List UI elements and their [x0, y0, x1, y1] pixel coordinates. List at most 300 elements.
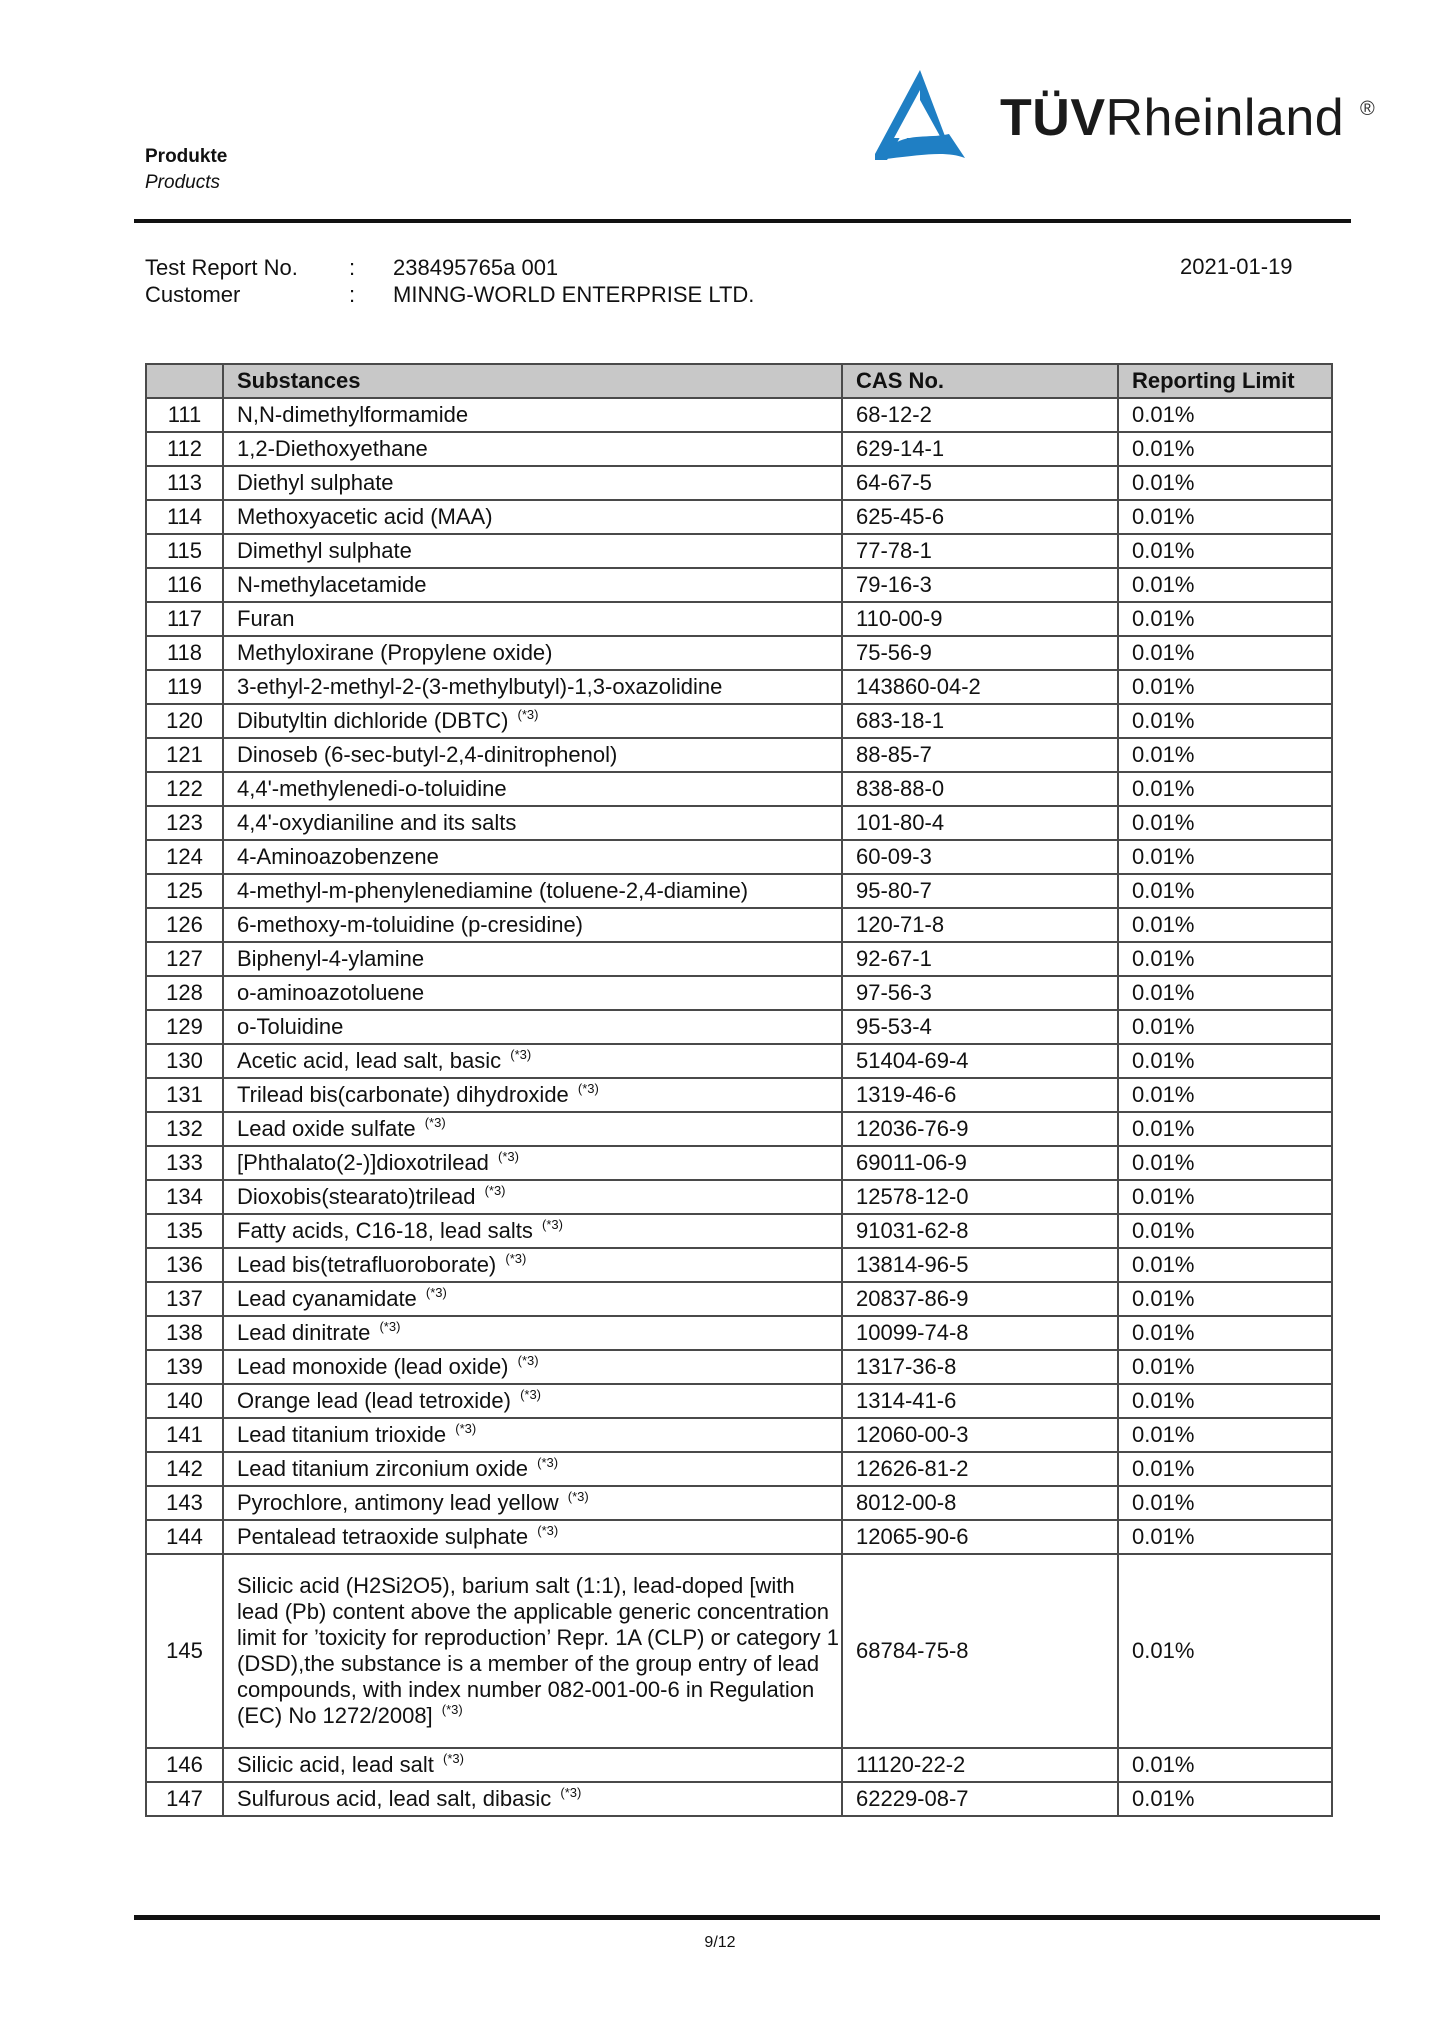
substance-name	[223, 1316, 842, 1350]
reporting-limit-text: 0.01%	[1132, 1286, 1195, 1311]
reporting-limit	[1118, 1782, 1332, 1816]
substance-name	[223, 1112, 842, 1146]
cas-number-text: 20837-86-9	[856, 1286, 969, 1311]
reporting-limit	[1118, 976, 1332, 1010]
reporting-limit-text: 0.01%	[1132, 1218, 1195, 1243]
row-number-text: 129	[166, 1014, 203, 1039]
row-number-text: 134	[166, 1184, 203, 1209]
footnote-marker: (*3)	[520, 1387, 542, 1402]
reporting-limit	[1118, 534, 1332, 568]
substance-name	[223, 942, 842, 976]
row-number-text: 121	[166, 742, 203, 767]
table-row	[146, 1418, 1332, 1452]
row-number	[146, 942, 223, 976]
column-header-cas: CAS No.	[842, 364, 1118, 398]
reporting-limit	[1118, 1214, 1332, 1248]
substance-name-text: Silicic acid (H2Si2O5), barium salt (1:1), lead-doped [with lead (Pb) content above the applicable generic concentration limit for ’toxicity for reproduction’ Repr. 1A (CLP) or category 1 (DSD),the substance is a member of the group entry of lead compounds, with index number 082-001-00-6 in Regulation (EC) No 1272/2008]	[237, 1573, 839, 1728]
cas-number-text: 12065-90-6	[856, 1524, 969, 1549]
reporting-limit-text: 0.01%	[1132, 1638, 1195, 1663]
row-number-text: 135	[166, 1218, 203, 1243]
substance-name	[223, 1748, 842, 1782]
row-number	[146, 1180, 223, 1214]
reporting-limit-text: 0.01%	[1132, 946, 1195, 971]
substance-name-text: Lead bis(tetrafluoroborate)	[237, 1252, 497, 1277]
cas-number	[842, 1146, 1118, 1180]
cas-number-text: 12036-76-9	[856, 1116, 969, 1141]
row-number	[146, 1044, 223, 1078]
cas-number-text: 120-71-8	[856, 912, 945, 937]
substance-name	[223, 1418, 842, 1452]
substance-name-text: N-methylacetamide	[237, 572, 427, 597]
row-number	[146, 1418, 223, 1452]
cas-number	[842, 1452, 1118, 1486]
reporting-limit-text: 0.01%	[1132, 504, 1195, 529]
table-row	[146, 1316, 1332, 1350]
table-row	[146, 1010, 1332, 1044]
row-number	[146, 1010, 223, 1044]
row-number	[146, 1748, 223, 1782]
row-number-text: 131	[166, 1082, 203, 1107]
row-number	[146, 908, 223, 942]
reporting-limit-text: 0.01%	[1132, 1048, 1195, 1073]
table-row	[146, 1248, 1332, 1282]
reporting-limit	[1118, 1452, 1332, 1486]
substance-name-text: Furan	[237, 606, 295, 631]
table-row	[146, 1486, 1332, 1520]
cas-number-text: 64-67-5	[856, 470, 932, 495]
substance-name-text: Lead dinitrate	[237, 1320, 371, 1345]
cas-number-text: 838-88-0	[856, 776, 945, 801]
row-number	[146, 1486, 223, 1520]
report-number-separator: :	[349, 255, 356, 280]
cas-number	[842, 840, 1118, 874]
substance-name	[223, 1146, 842, 1180]
row-number-text: 116	[166, 572, 203, 597]
substance-name-text: Pentalead tetraoxide sulphate	[237, 1524, 529, 1549]
cas-number-text: 101-80-4	[856, 810, 945, 835]
substance-name-text: 4-Aminoazobenzene	[237, 844, 439, 869]
row-number	[146, 1452, 223, 1486]
substance-name	[223, 976, 842, 1010]
reporting-limit-text: 0.01%	[1132, 1320, 1195, 1345]
reporting-limit-text: 0.01%	[1132, 1524, 1195, 1549]
table-row	[146, 976, 1332, 1010]
cas-number	[842, 738, 1118, 772]
substance-name	[223, 1384, 842, 1418]
table-row	[146, 466, 1332, 500]
row-number	[146, 466, 223, 500]
reporting-limit	[1118, 1316, 1332, 1350]
cas-number	[842, 704, 1118, 738]
substance-name	[223, 1486, 842, 1520]
reporting-limit	[1118, 1384, 1332, 1418]
cas-number-text: 79-16-3	[856, 572, 932, 597]
footnote-marker: (*3)	[537, 1523, 559, 1538]
table-row	[146, 1180, 1332, 1214]
cas-number	[842, 1282, 1118, 1316]
reporting-limit	[1118, 398, 1332, 432]
row-number	[146, 1316, 223, 1350]
row-number-text: 136	[166, 1252, 203, 1277]
cas-number-text: 12578-12-0	[856, 1184, 969, 1209]
footnote-marker: (*3)	[517, 1353, 539, 1368]
cas-number-text: 69011-06-9	[856, 1150, 967, 1175]
cas-number	[842, 942, 1118, 976]
table-row	[146, 1044, 1332, 1078]
row-number-text: 112	[166, 436, 203, 461]
tuv-triangle-logo-icon	[873, 68, 973, 164]
department-title-de: Produkte	[145, 146, 228, 167]
substance-name	[223, 1520, 842, 1554]
substance-name	[223, 534, 842, 568]
substance-name-text: 4-methyl-m-phenylenediamine (toluene-2,4-diamine)	[237, 878, 749, 903]
footnote-marker: (*3)	[425, 1285, 447, 1300]
header-divider	[134, 219, 1351, 223]
cas-number	[842, 398, 1118, 432]
row-number	[146, 1782, 223, 1816]
substance-name	[223, 1452, 842, 1486]
cas-number	[842, 874, 1118, 908]
cas-number	[842, 806, 1118, 840]
reporting-limit-text: 0.01%	[1132, 1252, 1195, 1277]
substance-name	[223, 1010, 842, 1044]
table-body	[146, 398, 1332, 1816]
row-number-text: 125	[166, 878, 203, 903]
row-number-text: 143	[166, 1490, 203, 1515]
cas-number-text: 68784-75-8	[856, 1638, 969, 1663]
substance-name	[223, 1248, 842, 1282]
table-row	[146, 1112, 1332, 1146]
substance-name-text: Silicic acid, lead salt	[237, 1752, 434, 1777]
substance-name-text: [Phthalato(2-)]dioxotrilead	[237, 1150, 489, 1175]
cas-number-text: 625-45-6	[856, 504, 945, 529]
footnote-marker: (*3)	[537, 1455, 559, 1470]
substance-name	[223, 908, 842, 942]
table-row	[146, 908, 1332, 942]
substance-name	[223, 670, 842, 704]
reporting-limit-text: 0.01%	[1132, 1786, 1195, 1811]
substance-name-text: o-aminoazotoluene	[237, 980, 425, 1005]
reporting-limit	[1118, 1554, 1332, 1748]
reporting-limit	[1118, 1486, 1332, 1520]
column-header-reporting-limit: Reporting Limit	[1118, 364, 1332, 398]
footnote-marker: (*3)	[505, 1251, 527, 1266]
row-number	[146, 1078, 223, 1112]
substance-name	[223, 806, 842, 840]
row-number	[146, 1384, 223, 1418]
table-row	[146, 942, 1332, 976]
substance-name-text: Methoxyacetic acid (MAA)	[237, 504, 493, 529]
table-row	[146, 1214, 1332, 1248]
row-number	[146, 1146, 223, 1180]
row-number-text: 147	[166, 1786, 203, 1811]
substance-name-text: Lead monoxide (lead oxide)	[237, 1354, 509, 1379]
row-number	[146, 1112, 223, 1146]
reporting-limit-text: 0.01%	[1132, 1354, 1195, 1379]
row-number-text: 140	[166, 1388, 203, 1413]
substance-name	[223, 500, 842, 534]
cas-number-text: 62229-08-7	[856, 1786, 969, 1811]
cas-number-text: 1314-41-6	[856, 1388, 957, 1413]
row-number	[146, 398, 223, 432]
table-header-row	[146, 364, 1332, 398]
substance-name	[223, 568, 842, 602]
cas-number-text: 95-53-4	[856, 1014, 932, 1039]
footnote-marker: (*3)	[560, 1785, 582, 1800]
substance-name	[223, 636, 842, 670]
substance-name	[223, 432, 842, 466]
footnote-marker: (*3)	[510, 1047, 532, 1062]
footnote-marker: (*3)	[484, 1183, 506, 1198]
row-number	[146, 806, 223, 840]
table-row	[146, 1384, 1332, 1418]
cas-number	[842, 1418, 1118, 1452]
substance-name-text: Dinoseb (6-sec-butyl-2,4-dinitrophenol)	[237, 742, 618, 767]
table-row	[146, 398, 1332, 432]
reporting-limit	[1118, 602, 1332, 636]
customer-value: MINNG-WORLD ENTERPRISE LTD.	[393, 282, 755, 307]
cas-number-text: 13814-96-5	[856, 1252, 969, 1277]
report-number-value: 238495765a 001	[393, 255, 559, 280]
cas-number-text: 68-12-2	[856, 402, 932, 427]
reporting-limit	[1118, 1010, 1332, 1044]
reporting-limit-text: 0.01%	[1132, 436, 1195, 461]
cas-number	[842, 534, 1118, 568]
reporting-limit-text: 0.01%	[1132, 1150, 1195, 1175]
row-number-text: 117	[166, 606, 203, 631]
footnote-marker: (*3)	[379, 1319, 401, 1334]
reporting-limit	[1118, 500, 1332, 534]
table-row	[146, 1520, 1332, 1554]
reporting-limit	[1118, 738, 1332, 772]
reporting-limit-text: 0.01%	[1132, 810, 1195, 835]
substance-name-text: Biphenyl-4-ylamine	[237, 946, 425, 971]
cas-number-text: 88-85-7	[856, 742, 932, 767]
cas-number-text: 10099-74-8	[856, 1320, 969, 1345]
cas-number	[842, 1486, 1118, 1520]
cas-number	[842, 772, 1118, 806]
substance-name-text: 1,2-Diethoxyethane	[237, 436, 428, 461]
substance-name	[223, 466, 842, 500]
row-number	[146, 1350, 223, 1384]
substance-name	[223, 1350, 842, 1384]
reporting-limit	[1118, 1044, 1332, 1078]
logo-brand-bold: TÜV	[1000, 89, 1106, 147]
footer-divider	[134, 1915, 1380, 1920]
reporting-limit-text: 0.01%	[1132, 1082, 1195, 1107]
reporting-limit-text: 0.01%	[1132, 1014, 1195, 1039]
substance-name-text: N,N-dimethylformamide	[237, 402, 469, 427]
footnote-marker: (*3)	[577, 1081, 599, 1096]
cas-number	[842, 908, 1118, 942]
substance-name-text: Acetic acid, lead salt, basic	[237, 1048, 502, 1073]
table-row	[146, 1146, 1332, 1180]
reporting-limit-text: 0.01%	[1132, 1116, 1195, 1141]
table-row	[146, 772, 1332, 806]
cas-number	[842, 1520, 1118, 1554]
substance-name	[223, 840, 842, 874]
reporting-limit	[1118, 840, 1332, 874]
reporting-limit-text: 0.01%	[1132, 1456, 1195, 1481]
table-row	[146, 534, 1332, 568]
substance-name-text: 3-ethyl-2-methyl-2-(3-methylbutyl)-1,3-oxazolidine	[237, 674, 723, 699]
row-number-text: 132	[166, 1116, 203, 1141]
row-number	[146, 500, 223, 534]
report-number-label: Test Report No.	[145, 255, 298, 280]
cas-number	[842, 1782, 1118, 1816]
reporting-limit-text: 0.01%	[1132, 538, 1195, 563]
table-row	[146, 1554, 1332, 1748]
reporting-limit	[1118, 1748, 1332, 1782]
row-number	[146, 1214, 223, 1248]
row-number	[146, 670, 223, 704]
row-number-text: 127	[166, 946, 203, 971]
row-number-text: 137	[166, 1286, 203, 1311]
department-title-en: Products	[145, 172, 220, 193]
row-number	[146, 772, 223, 806]
substance-name-text: Lead titanium trioxide	[237, 1422, 447, 1447]
table-row	[146, 568, 1332, 602]
tuv-rheinland-logo	[873, 68, 1373, 168]
substance-name-text: 4,4'-oxydianiline and its salts	[237, 810, 517, 835]
reporting-limit	[1118, 1350, 1332, 1384]
cas-number	[842, 568, 1118, 602]
cas-number-text: 110-00-9	[856, 606, 943, 631]
cas-number-text: 51404-69-4	[856, 1048, 969, 1073]
row-number	[146, 1282, 223, 1316]
table-row	[146, 670, 1332, 704]
substance-name-text: Pyrochlore, antimony lead yellow	[237, 1490, 559, 1515]
reporting-limit	[1118, 1248, 1332, 1282]
reporting-limit-text: 0.01%	[1132, 742, 1195, 767]
cas-number	[842, 1180, 1118, 1214]
table-row	[146, 874, 1332, 908]
row-number-text: 122	[166, 776, 203, 801]
reporting-limit-text: 0.01%	[1132, 844, 1195, 869]
substance-name	[223, 704, 842, 738]
cas-number	[842, 1248, 1118, 1282]
table-row	[146, 636, 1332, 670]
cas-number	[842, 1078, 1118, 1112]
cas-number-text: 1319-46-6	[856, 1082, 957, 1107]
table-row	[146, 602, 1332, 636]
reporting-limit	[1118, 1112, 1332, 1146]
row-number-text: 126	[166, 912, 203, 937]
page-number: 9/12	[704, 1934, 736, 1951]
reporting-limit-text: 0.01%	[1132, 1184, 1195, 1209]
substance-name	[223, 398, 842, 432]
reporting-limit	[1118, 874, 1332, 908]
footnote-marker: (*3)	[567, 1489, 589, 1504]
table-row	[146, 1078, 1332, 1112]
table-row	[146, 1452, 1332, 1486]
registered-mark: ®	[1360, 98, 1375, 120]
row-number-text: 114	[166, 504, 203, 529]
row-number	[146, 840, 223, 874]
row-number-text: 115	[166, 538, 203, 563]
cas-number-text: 12060-00-3	[856, 1422, 969, 1447]
reporting-limit	[1118, 1520, 1332, 1554]
table-row	[146, 840, 1332, 874]
row-number	[146, 1554, 223, 1748]
reporting-limit	[1118, 636, 1332, 670]
substance-name-text: Dibutyltin dichloride (DBTC)	[237, 708, 509, 733]
table-row	[146, 432, 1332, 466]
reporting-limit	[1118, 806, 1332, 840]
reporting-limit	[1118, 704, 1332, 738]
cas-number-text: 92-67-1	[856, 946, 932, 971]
substance-name	[223, 1782, 842, 1816]
substance-name-text: Fatty acids, C16-18, lead salts	[237, 1218, 533, 1243]
footnote-marker: (*3)	[455, 1421, 477, 1436]
row-number-text: 128	[166, 980, 203, 1005]
substance-name-text: Lead oxide sulfate	[237, 1116, 416, 1141]
footnote-marker: (*3)	[443, 1751, 464, 1766]
row-number	[146, 1248, 223, 1282]
row-number	[146, 1520, 223, 1554]
substance-name	[223, 1554, 842, 1748]
row-number-text: 145	[166, 1638, 203, 1663]
row-number	[146, 636, 223, 670]
substance-name-text: 4,4'-methylenedi-o-toluidine	[237, 776, 507, 801]
row-number-text: 130	[166, 1048, 203, 1073]
reporting-limit	[1118, 432, 1332, 466]
cas-number-text: 1317-36-8	[856, 1354, 957, 1379]
substance-name	[223, 1214, 842, 1248]
row-number	[146, 602, 223, 636]
table-row	[146, 806, 1332, 840]
row-number	[146, 534, 223, 568]
cas-number	[842, 1316, 1118, 1350]
reporting-limit-text: 0.01%	[1132, 980, 1195, 1005]
row-number	[146, 738, 223, 772]
reporting-limit-text: 0.01%	[1132, 878, 1195, 903]
footnote-marker: (*3)	[424, 1115, 446, 1130]
cas-number	[842, 1214, 1118, 1248]
substance-name-text: Diethyl sulphate	[237, 470, 394, 495]
logo-brand-regular: Rheinland	[1105, 89, 1345, 147]
cas-number	[842, 1384, 1118, 1418]
row-number-text: 119	[166, 674, 203, 699]
logo-wordmark	[1000, 90, 1344, 146]
row-number-text: 133	[166, 1150, 203, 1175]
cas-number-text: 91031-62-8	[856, 1218, 969, 1243]
table-row	[146, 704, 1332, 738]
cas-number-text: 12626-81-2	[856, 1456, 969, 1481]
cas-number-text: 629-14-1	[856, 436, 945, 461]
footnote-marker: (*3)	[517, 707, 539, 722]
column-header-substances: Substances	[223, 364, 842, 398]
substance-name	[223, 1044, 842, 1078]
row-number-text: 138	[166, 1320, 203, 1345]
table-row	[146, 1282, 1332, 1316]
cas-number-text: 11120-22-2	[856, 1752, 966, 1777]
row-number	[146, 874, 223, 908]
cas-number	[842, 1350, 1118, 1384]
row-number-text: 118	[166, 640, 203, 665]
substance-name	[223, 1180, 842, 1214]
reporting-limit	[1118, 1180, 1332, 1214]
cas-number-text: 97-56-3	[856, 980, 932, 1005]
cas-number	[842, 1554, 1118, 1748]
reporting-limit-text: 0.01%	[1132, 674, 1195, 699]
reporting-limit-text: 0.01%	[1132, 640, 1195, 665]
column-header-number	[146, 364, 223, 398]
cas-number	[842, 500, 1118, 534]
substance-name	[223, 738, 842, 772]
substance-name-text: Dimethyl sulphate	[237, 538, 412, 563]
reporting-limit	[1118, 1418, 1332, 1452]
